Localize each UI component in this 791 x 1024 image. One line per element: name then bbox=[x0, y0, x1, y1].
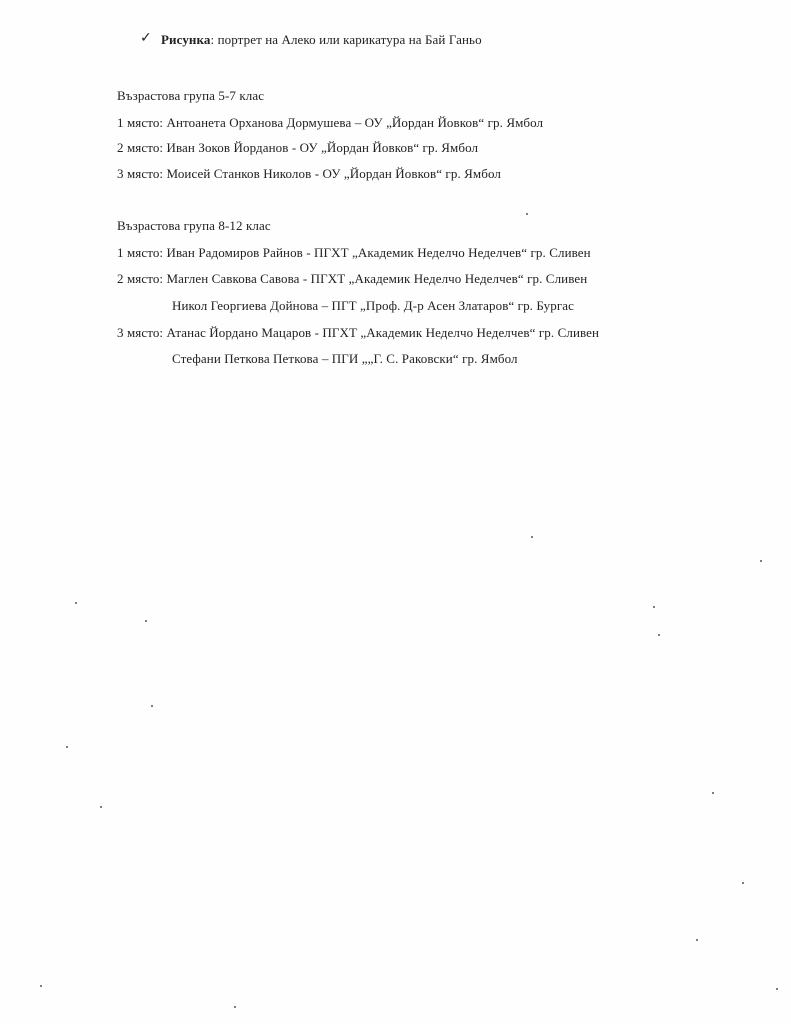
result-entry: 1 място: Иван Радомиров Райнов - ПГХТ „Академик Неделчо Неделчев“ гр. Сливен bbox=[117, 245, 591, 260]
scan-speck bbox=[776, 988, 778, 990]
scan-speck bbox=[526, 213, 528, 215]
scan-speck bbox=[145, 620, 147, 622]
scan-speck bbox=[151, 705, 153, 707]
scan-speck bbox=[75, 602, 77, 604]
scan-speck bbox=[742, 882, 744, 884]
section-heading-label: Рисунка bbox=[161, 32, 211, 47]
scan-speck bbox=[696, 939, 698, 941]
scan-speck bbox=[531, 536, 533, 538]
scan-speck bbox=[653, 606, 655, 608]
scan-speck bbox=[760, 560, 762, 562]
scan-speck bbox=[66, 746, 68, 748]
result-entry: 1 място: Антоанета Орханова Дормушева – ОУ „Йордан Йовков“ гр. Ямбол bbox=[117, 115, 544, 130]
section-heading-text: : портрет на Алеко или карикатура на Бай Ганьо bbox=[210, 32, 482, 47]
age-group-title-8-12: Възрастова група 8-12 клас bbox=[117, 218, 271, 233]
section-heading bbox=[161, 32, 482, 48]
scan-speck bbox=[234, 1006, 236, 1008]
result-entry: 3 място: Моисей Станков Николов - ОУ „Йордан Йовков“ гр. Ямбол bbox=[117, 166, 501, 181]
scan-speck bbox=[658, 634, 660, 636]
check-mark-icon: ✓ bbox=[140, 30, 152, 46]
result-entry: Стефани Петкова Петкова – ПГИ „„Г. С. Раковски“ гр. Ямбол bbox=[172, 351, 518, 366]
scan-speck bbox=[100, 806, 102, 808]
result-entry: 2 място: Иван Зоков Йорданов - ОУ „Йордан Йовков“ гр. Ямбол bbox=[117, 140, 479, 155]
scan-speck bbox=[40, 985, 42, 987]
result-entry: 3 място: Атанас Йордано Мацаров - ПГХТ „Академик Неделчо Неделчев“ гр. Сливен bbox=[117, 325, 600, 340]
scan-speck bbox=[712, 792, 714, 794]
result-entry: 2 място: Маглен Савкова Савова - ПГХТ „Академик Неделчо Неделчев“ гр. Сливен bbox=[117, 271, 588, 286]
result-entry: Никол Георгиева Дойнова – ПГТ „Проф. Д-р Асен Златаров“ гр. Бургас bbox=[172, 298, 574, 313]
age-group-title-5-7: Възрастова група 5-7 клас bbox=[117, 88, 265, 103]
